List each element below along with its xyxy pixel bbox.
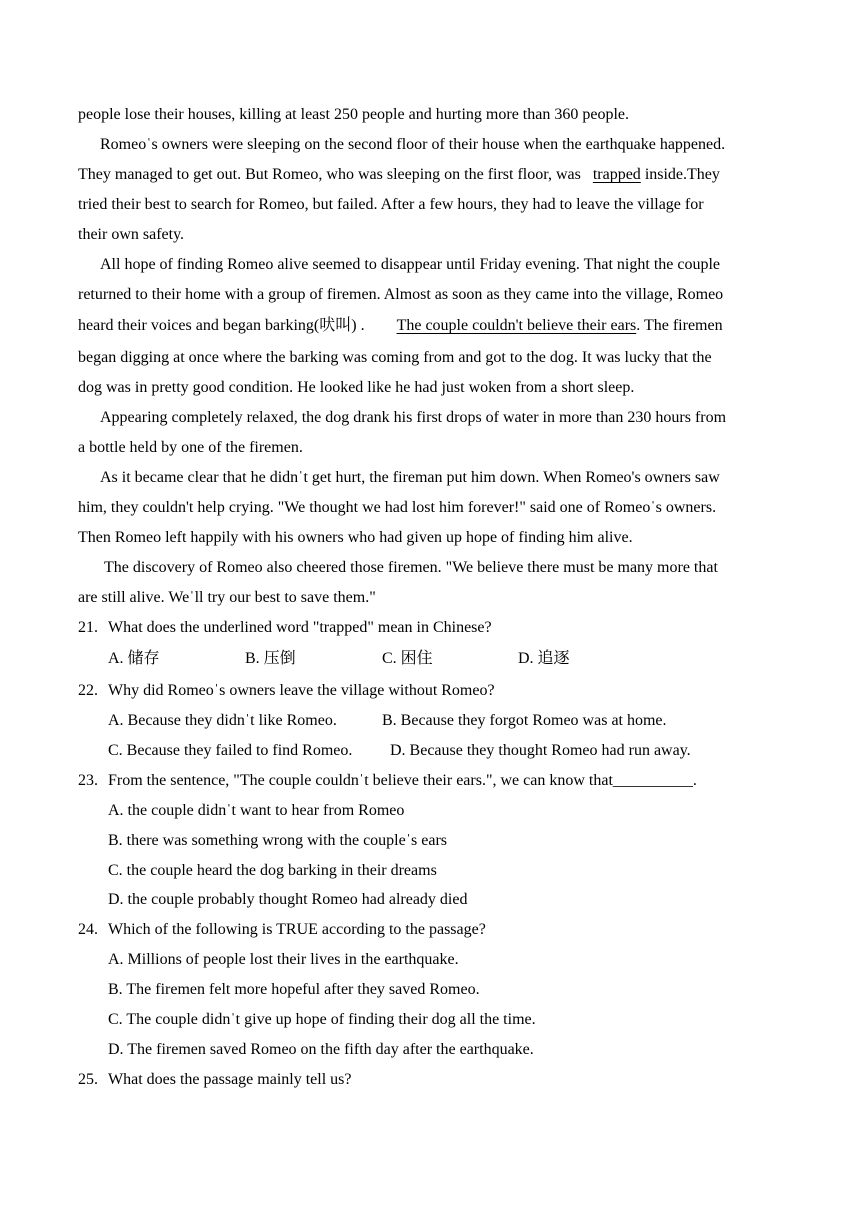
option-a: A. 储存 — [108, 650, 160, 667]
passage-text: . The firemen — [636, 317, 723, 334]
passage-line: began digging at once where the barking was coming from and got to the dog. It was lucky that the — [78, 349, 712, 366]
passage-line: Appearing completely relaxed, the dog drank his first drops of water in more than 230 hours from — [100, 409, 727, 426]
passage-line: their own safety. — [78, 226, 185, 243]
question-number: 22. — [78, 682, 98, 699]
question-text: What does the passage mainly tell us? — [108, 1071, 352, 1088]
underlined-word-trapped: trapped — [592, 166, 641, 183]
question-text: Why did Romeoˈs owners leave the village without Romeo? — [108, 682, 495, 699]
question-number: 23. — [78, 772, 98, 789]
option-c: C. The couple didnˈt give up hope of finding their dog all the time. — [108, 1011, 536, 1028]
question-number: 24. — [78, 921, 98, 938]
option-a: A. the couple didnˈt want to hear from Romeo — [108, 802, 405, 819]
passage-line: a bottle held by one of the firemen. — [78, 439, 303, 456]
option-d: D. the couple probably thought Romeo had already died — [108, 891, 468, 908]
passage-line: As it became clear that he didnˈt get hurt, the fireman put him down. When Romeo's owners saw — [100, 469, 720, 486]
option-a: A. Millions of people lost their lives in the earthquake. — [108, 951, 459, 968]
passage-line: returned to their home with a group of firemen. Almost as soon as they came into the village, Romeo — [78, 286, 724, 303]
option-c: C. 困住 — [382, 650, 433, 667]
passage-line: Romeoˈs owners were sleeping on the second floor of their house when the earthquake happened. — [100, 136, 726, 153]
question-text: What does the underlined word "trapped" mean in Chinese? — [108, 619, 492, 636]
option-d: D. Because they thought Romeo had run away. — [390, 742, 691, 759]
option-b: B. Because they forgot Romeo was at home. — [382, 712, 667, 729]
question-number: 21. — [78, 619, 98, 636]
passage-line: him, they couldn't help crying. "We thought we had lost him forever!" said one of Romeoˈs owners. — [78, 499, 717, 516]
option-a: A. Because they didnˈt like Romeo. — [108, 712, 337, 729]
option-c: C. the couple heard the dog barking in their dreams — [108, 862, 437, 879]
question-number: 25. — [78, 1071, 98, 1088]
option-d: D. The firemen saved Romeo on the fifth day after the earthquake. — [108, 1041, 534, 1058]
question-text: From the sentence, "The couple couldnˈt believe their ears.", we can know that__________. — [108, 772, 697, 789]
passage-line: All hope of finding Romeo alive seemed to disappear until Friday evening. That night the couple — [100, 256, 721, 273]
passage-line: people lose their houses, killing at least 250 people and hurting more than 360 people. — [78, 106, 629, 123]
option-b: B. The firemen felt more hopeful after they saved Romeo. — [108, 981, 480, 998]
option-b: B. 压倒 — [245, 650, 296, 667]
option-d: D. 追逐 — [518, 650, 570, 667]
underlined-sentence: The couple couldn't believe their ears — [396, 317, 637, 334]
passage-line: The discovery of Romeo also cheered those firemen. "We believe there must be many more that — [104, 559, 718, 576]
option-b: B. there was something wrong with the coupleˈs ears — [108, 832, 448, 849]
passage-line: Then Romeo left happily with his owners who had given up hope of finding him alive. — [78, 529, 633, 546]
option-c: C. Because they failed to find Romeo. — [108, 742, 353, 759]
passage-line: are still alive. Weˈll try our best to save them." — [78, 589, 376, 606]
passage-line: dog was in pretty good condition. He looked like he had just woken from a short sleep. — [78, 379, 635, 396]
passage-line — [78, 165, 720, 185]
question-text: Which of the following is TRUE according to the passage? — [108, 921, 486, 938]
passage-text: inside.They — [644, 166, 720, 183]
passage-text: heard their voices and began barking(吠叫) . — [78, 317, 365, 334]
passage-line: tried their best to search for Romeo, but failed. After a few hours, they had to leave the village for — [78, 196, 704, 213]
passage-text: They managed to get out. But Romeo, who was sleeping on the first floor, was — [78, 166, 581, 183]
passage-line — [78, 316, 723, 336]
